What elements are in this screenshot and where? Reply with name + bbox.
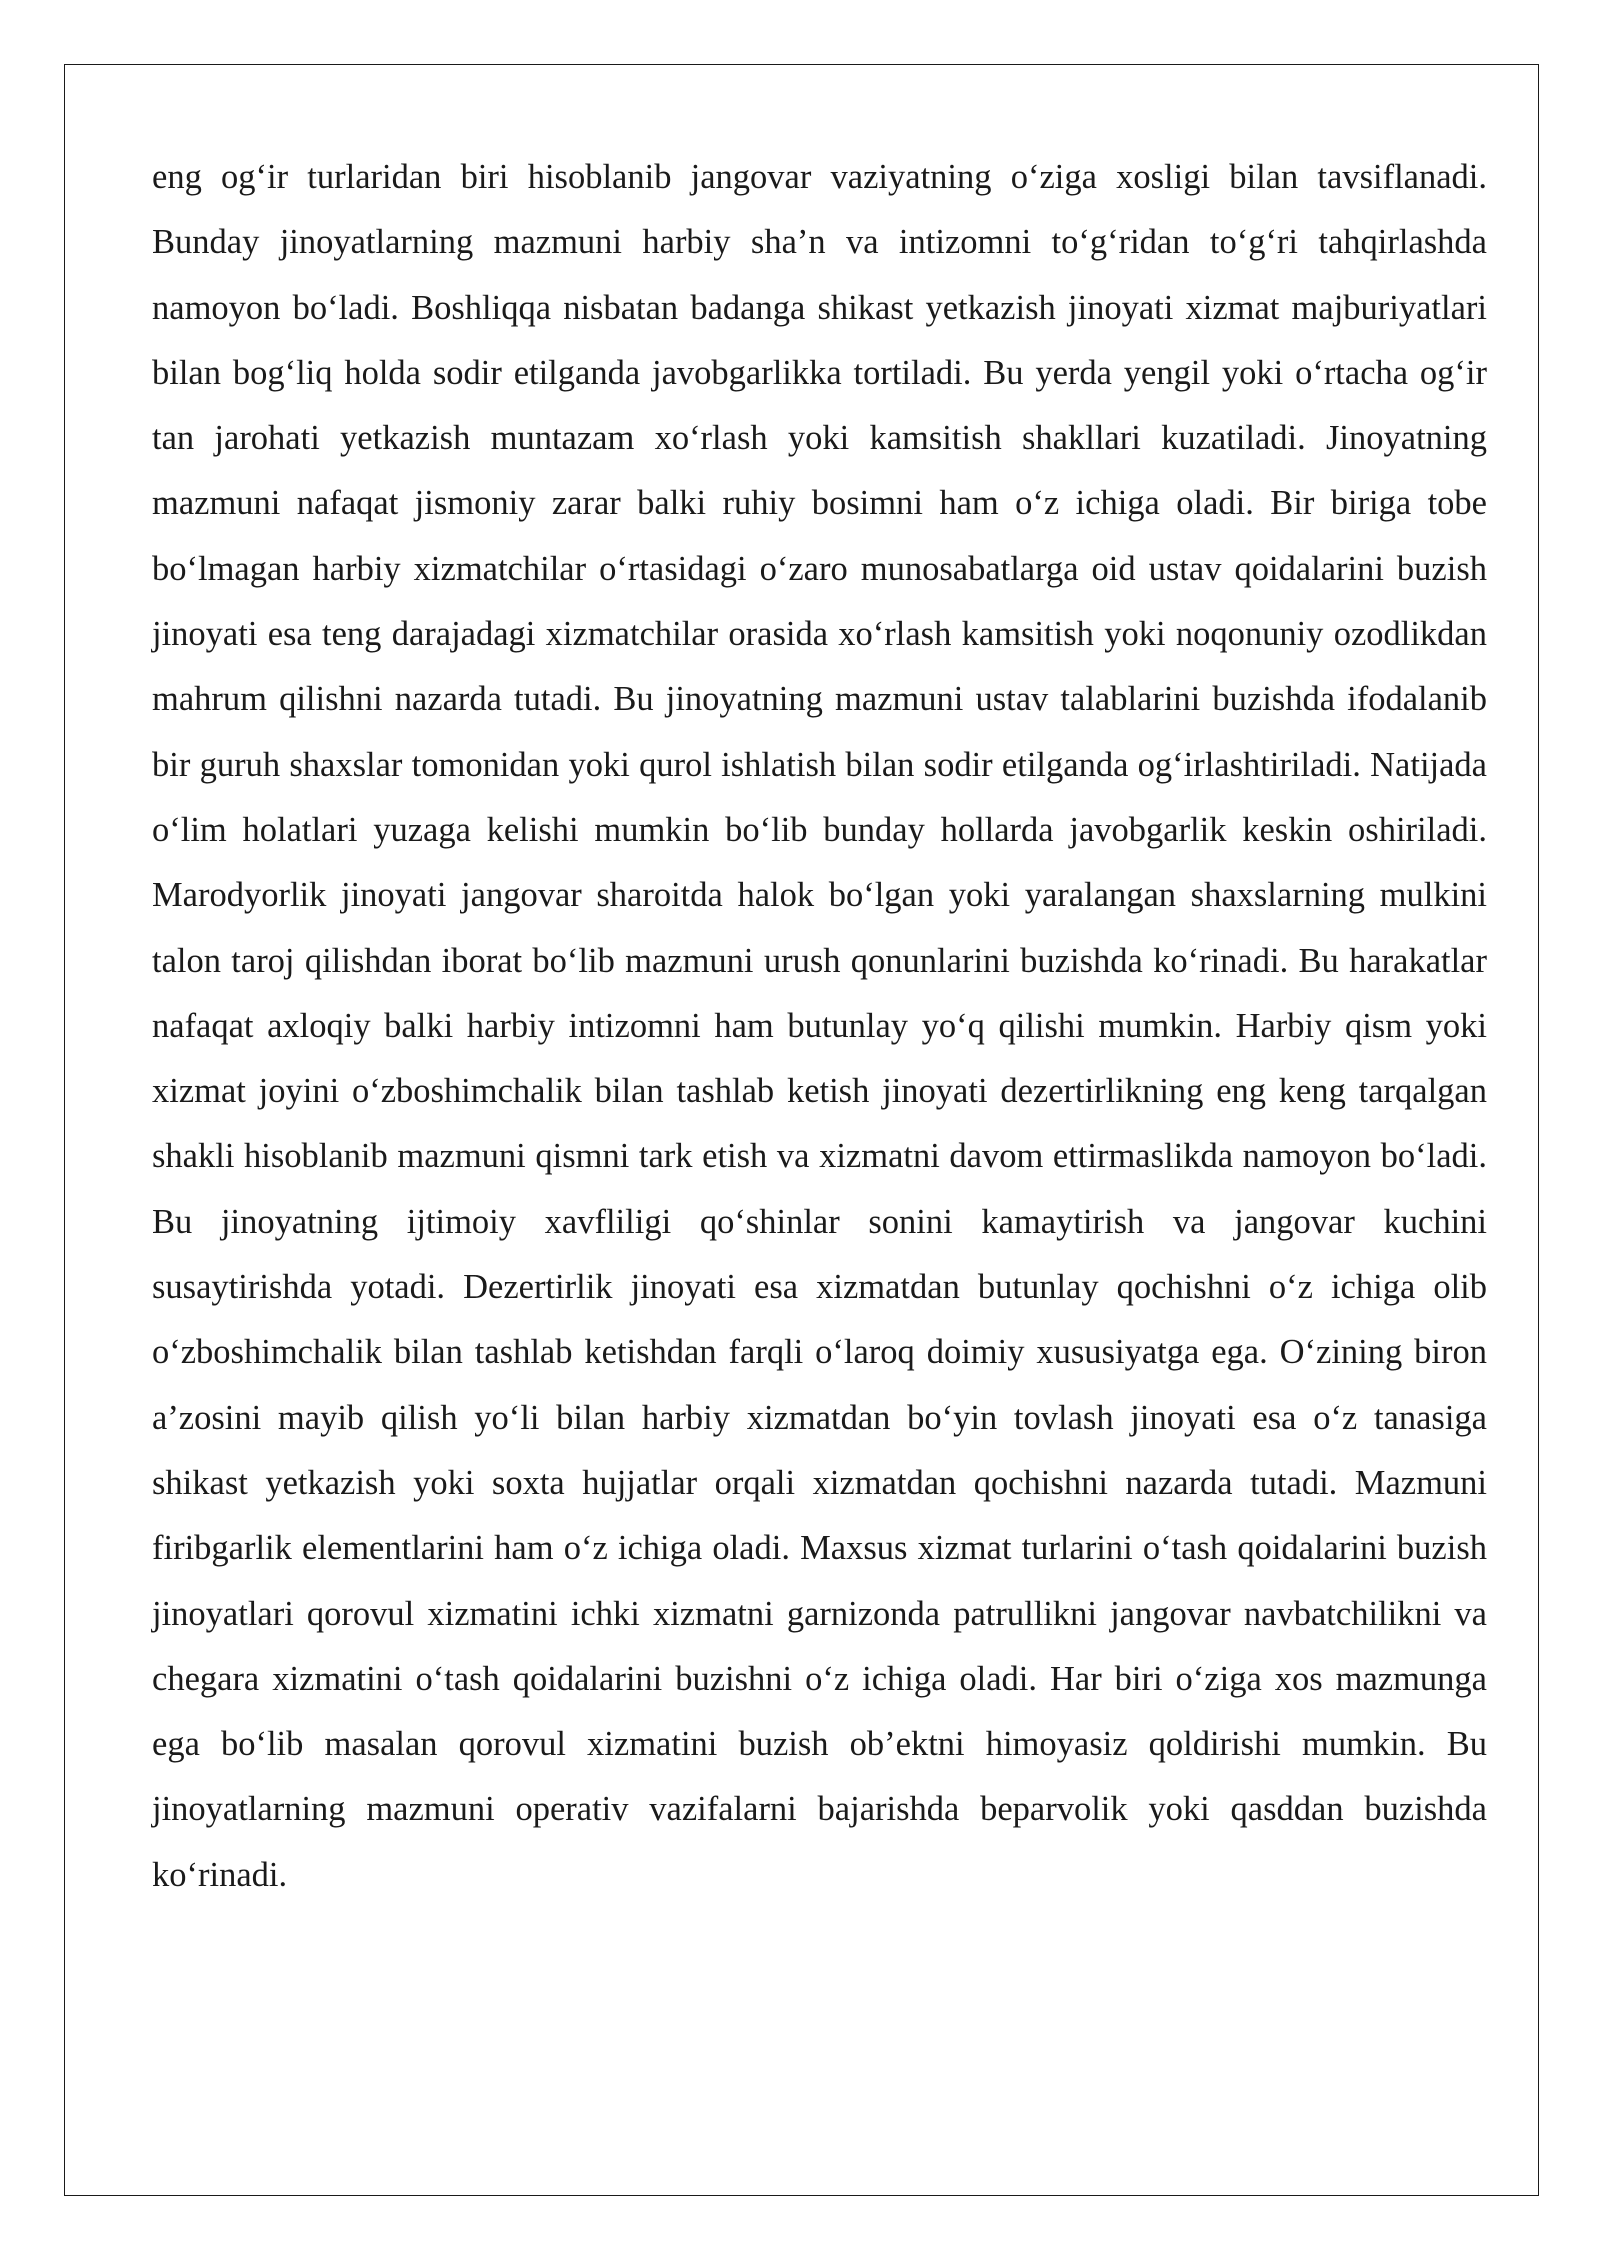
body-paragraph: eng og‘ir turlaridan biri hisoblanib jangovar vaziyatning o‘ziga xosligi bilan tavsiflanadi. Bunday jinoyatlarning mazmuni harbiy sha’n va intizomni to‘g‘ridan to‘g‘ri tahqirlashda namoyon bo‘ladi. Boshliqqa nisbatan badanga shikast yetkazish jinoyati xizmat majburiyatlari bilan bog‘liq holda sodir etilganda javobgarlikka tortiladi. Bu yerda yengil yoki o‘rtacha og‘ir tan jarohati yetkazish muntazam xo‘rlash yoki kamsitish shakllari kuzatiladi. Jinoyatning mazmuni nafaqat jismoniy zarar balki ruhiy bosimni ham o‘z ichiga oladi. Bir biriga tobe bo‘lmagan harbiy xizmatchilar o‘rtasidagi o‘zaro munosabatlarga oid ustav qoidalarini buzish jinoyati esa teng darajadagi xizmatchilar orasida xo‘rlash kamsitish yoki noqonuniy ozodlikdan mahrum qilishni nazarda tutadi. Bu jinoyatning mazmuni ustav talablarini buzishda ifodalanib bir guruh shaxslar tomonidan yoki qurol ishlatish bilan sodir etilganda og‘irlashtiriladi. Natijada o‘lim holatlari yuzaga kelishi mumkin bo‘lib bunday hollarda javobgarlik keskin oshiriladi. Marodyorlik jinoyati jangovar sharoitda halok bo‘lgan yoki yaralangan shaxslarning mulkini talon taroj qilishdan iborat bo‘lib mazmuni urush qonunlarini buzishda ko‘rinadi. Bu harakatlar nafaqat axloqiy balki harbiy intizomni ham butunlay yo‘q qilishi mumkin. Harbiy qism yoki xizmat joyini o‘zboshimchalik bilan tashlab ketish jinoyati dezertirlikning eng keng tarqalgan shakli hisoblanib mazmuni qismni tark etish va xizmatni davom ettirmaslikda namoyon bo‘ladi. Bu jinoyatning ijtimoiy xavfliligi qo‘shinlar sonini kamaytirish va jangovar kuchini susaytirishda yotadi. Dezertirlik jinoyati esa xizmatdan butunlay qochishni o‘z ichiga olib o‘zboshimchalik bilan tashlab ketishdan farqli o‘laroq doimiy xususiyatga ega. O‘zining biron a’zosini mayib qilish yo‘li bilan harbiy xizmatdan bo‘yin tovlash jinoyati esa o‘z tanasiga shikast yetkazish yoki soxta hujjatlar orqali xizmatdan qochishni nazarda tutadi. Mazmuni firibgarlik elementlarini ham o‘z ichiga oladi. Maxsus xizmat turlarini o‘tash qoidalarini buzish jinoyatlari qorovul xizmatini ichki xizmatni garnizonda patrullikni jangovar navbatchilikni va chegara xizmatini o‘tash qoidalarini buzishni o‘z ichiga oladi. Har biri o‘ziga xos mazmunga ega bo‘lib masalan qorovul xizmatini buzish ob’ektni himoyasiz qoldirishi mumkin. Bu jinoyatlarning mazmuni operativ vazifalarni bajarishda beparvolik yoki qasddan buzishda ko‘rinadi.	[152, 158, 1487, 1894]
